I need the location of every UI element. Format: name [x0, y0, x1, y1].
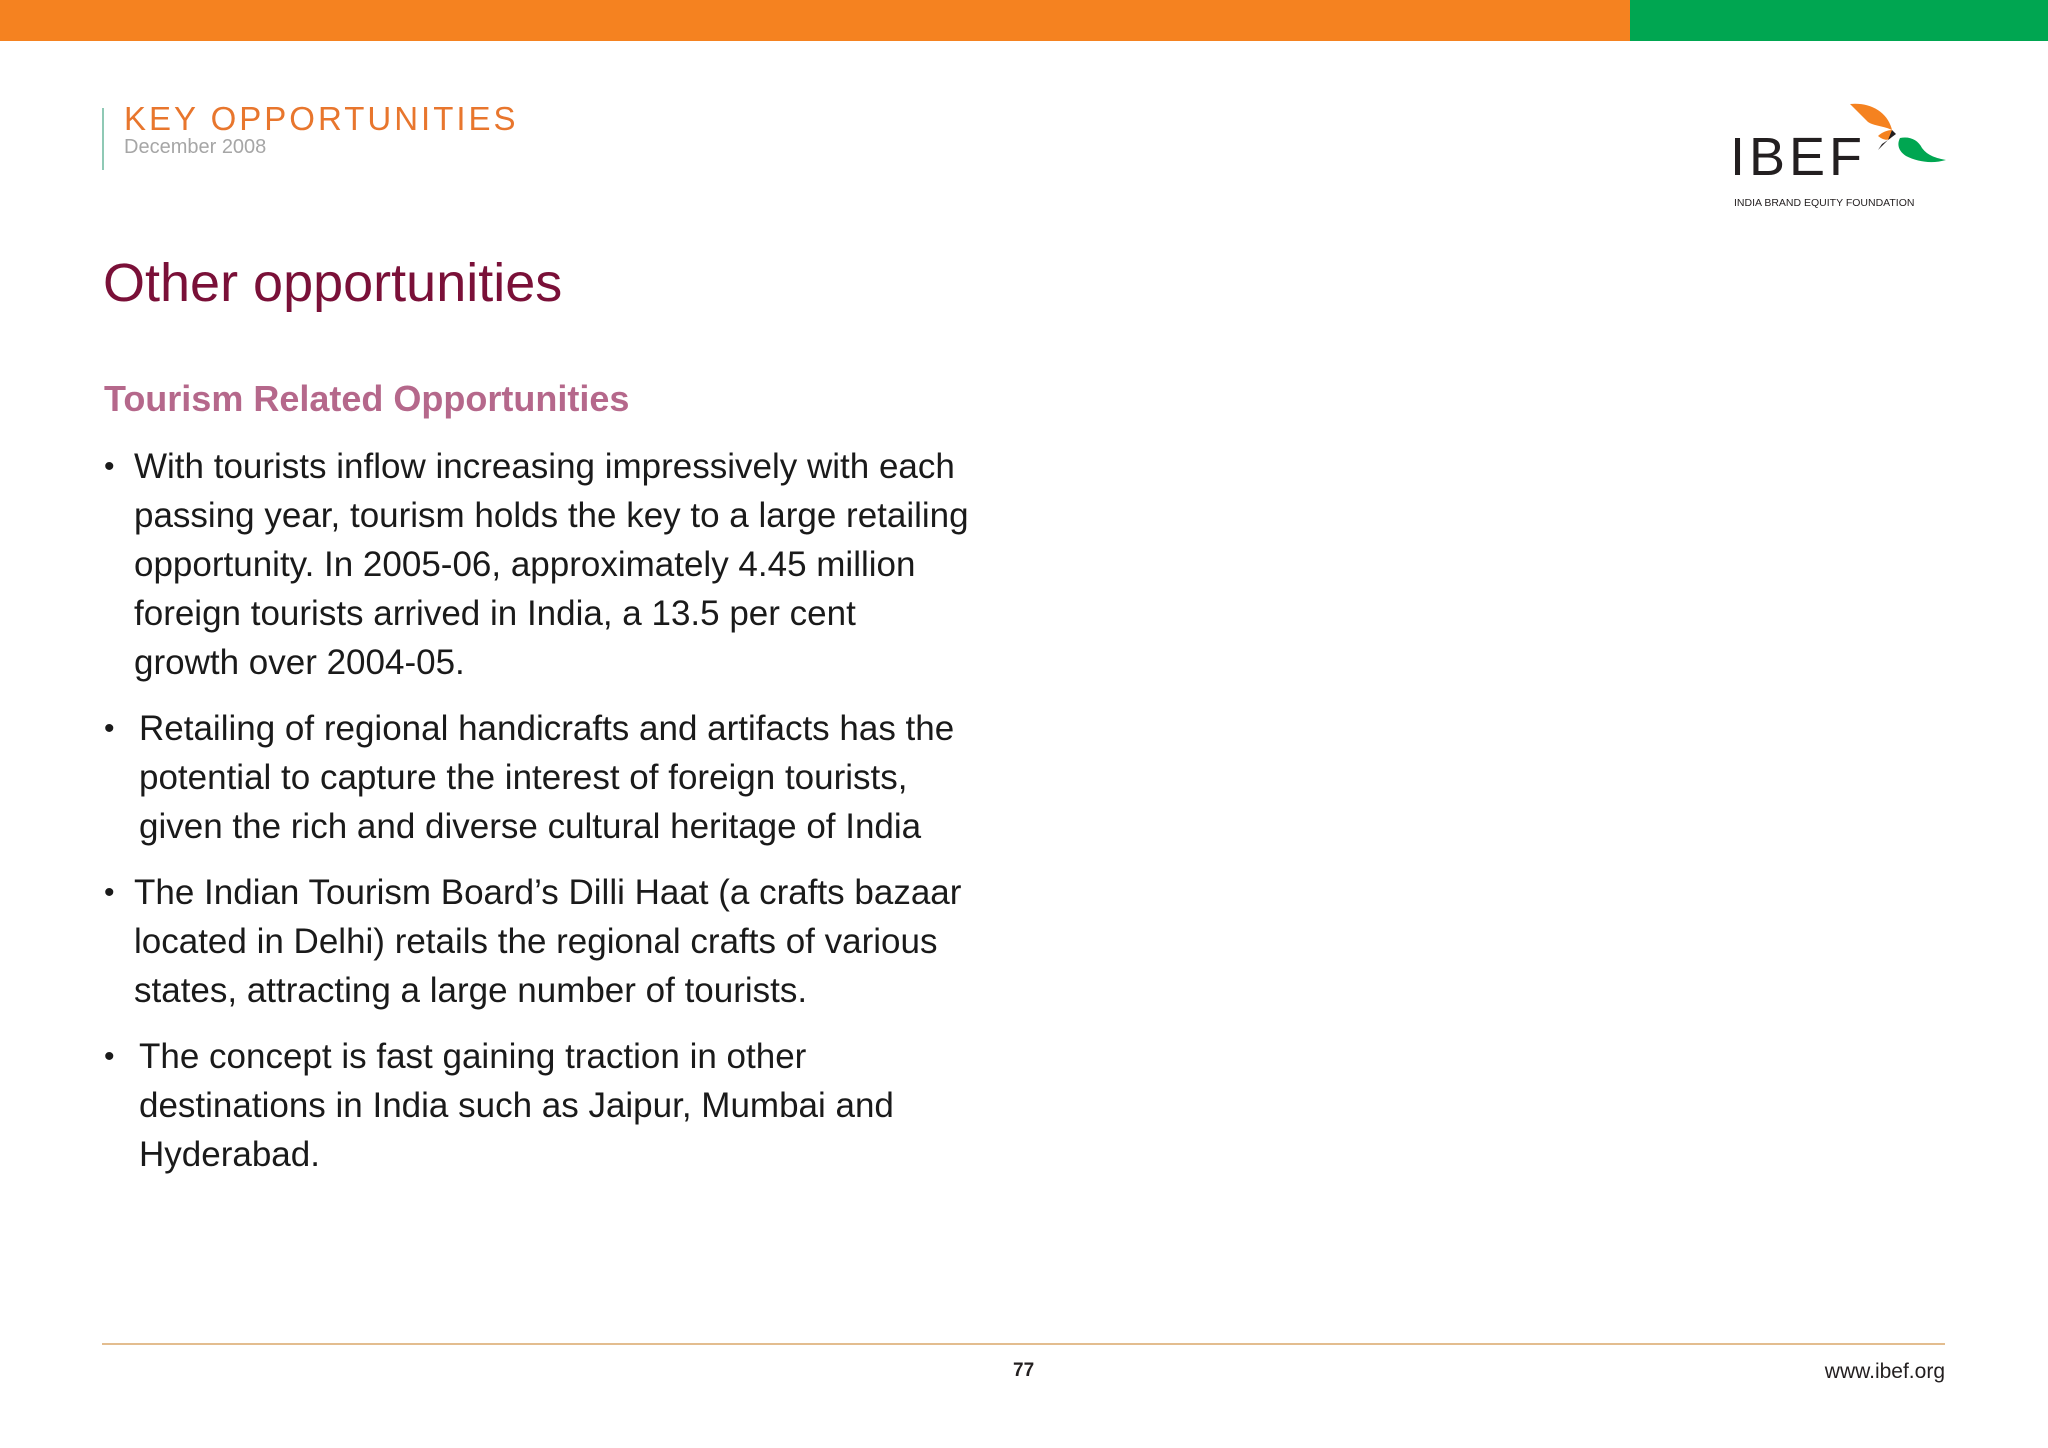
bullet-text	[104, 868, 1004, 1015]
bullet-text	[104, 704, 1004, 851]
bullet-item	[104, 704, 1004, 851]
bullet-line: potential to capture the interest of foreign tourists,	[139, 758, 908, 797]
page-title: Other opportunities	[103, 253, 563, 313]
bullet-icon: •	[104, 1040, 115, 1073]
bullet-line: states, attracting a large number of tourists.	[134, 971, 808, 1010]
ibef-logo	[1730, 100, 1950, 215]
bullet-line: growth over 2004-05.	[134, 643, 465, 682]
bullet-line: The concept is fast gaining traction in other	[139, 1037, 807, 1076]
footer-divider	[102, 1343, 1945, 1345]
bullet-line: destinations in India such as Jaipur, Mumbai and	[139, 1086, 894, 1125]
bullet-line: passing year, tourism holds the key to a large retailing	[134, 496, 969, 535]
website-link[interactable]: www.ibef.org	[1824, 1360, 1945, 1383]
section-subheading: Tourism Related Opportunities	[104, 378, 630, 419]
bullet-line: With tourists inflow increasing impressively with each	[134, 447, 955, 486]
top-color-bar	[0, 0, 2048, 41]
bullet-icon: •	[104, 450, 115, 483]
bullet-item	[104, 442, 1004, 687]
logo-wordmark: IBEF	[1730, 127, 1867, 187]
bullet-list	[104, 442, 1004, 1196]
bullet-line: The Indian Tourism Board’s Dilli Haat (a crafts bazaar	[134, 873, 962, 912]
bullet-line: given the rich and diverse cultural heritage of India	[139, 807, 922, 846]
page-number: 77	[1013, 1360, 1035, 1381]
bullet-line: located in Delhi) retails the regional crafts of various	[134, 922, 938, 961]
bullet-item	[104, 868, 1004, 1015]
bullet-line: foreign tourists arrived in India, a 13.5 per cent	[134, 594, 856, 633]
bullet-line: Hyderabad.	[139, 1135, 320, 1174]
bullet-text	[104, 1032, 1004, 1179]
bullet-line: opportunity. In 2005-06, approximately 4.45 million	[134, 545, 916, 584]
bullet-item	[104, 1032, 1004, 1179]
logo-tagline: INDIA BRAND EQUITY FOUNDATION	[1734, 197, 1915, 209]
bullet-line: Retailing of regional handicrafts and artifacts has the	[139, 709, 955, 748]
section-header	[102, 100, 702, 170]
section-label: KEY OPPORTUNITIES	[124, 100, 519, 137]
section-date: December 2008	[124, 136, 267, 158]
top-bar-orange	[0, 0, 1630, 41]
bullet-icon: •	[104, 712, 115, 745]
top-bar-green	[1630, 0, 2048, 41]
bullet-icon: •	[104, 876, 115, 909]
bullet-text	[104, 442, 1004, 687]
bird-icon	[1848, 100, 1948, 182]
